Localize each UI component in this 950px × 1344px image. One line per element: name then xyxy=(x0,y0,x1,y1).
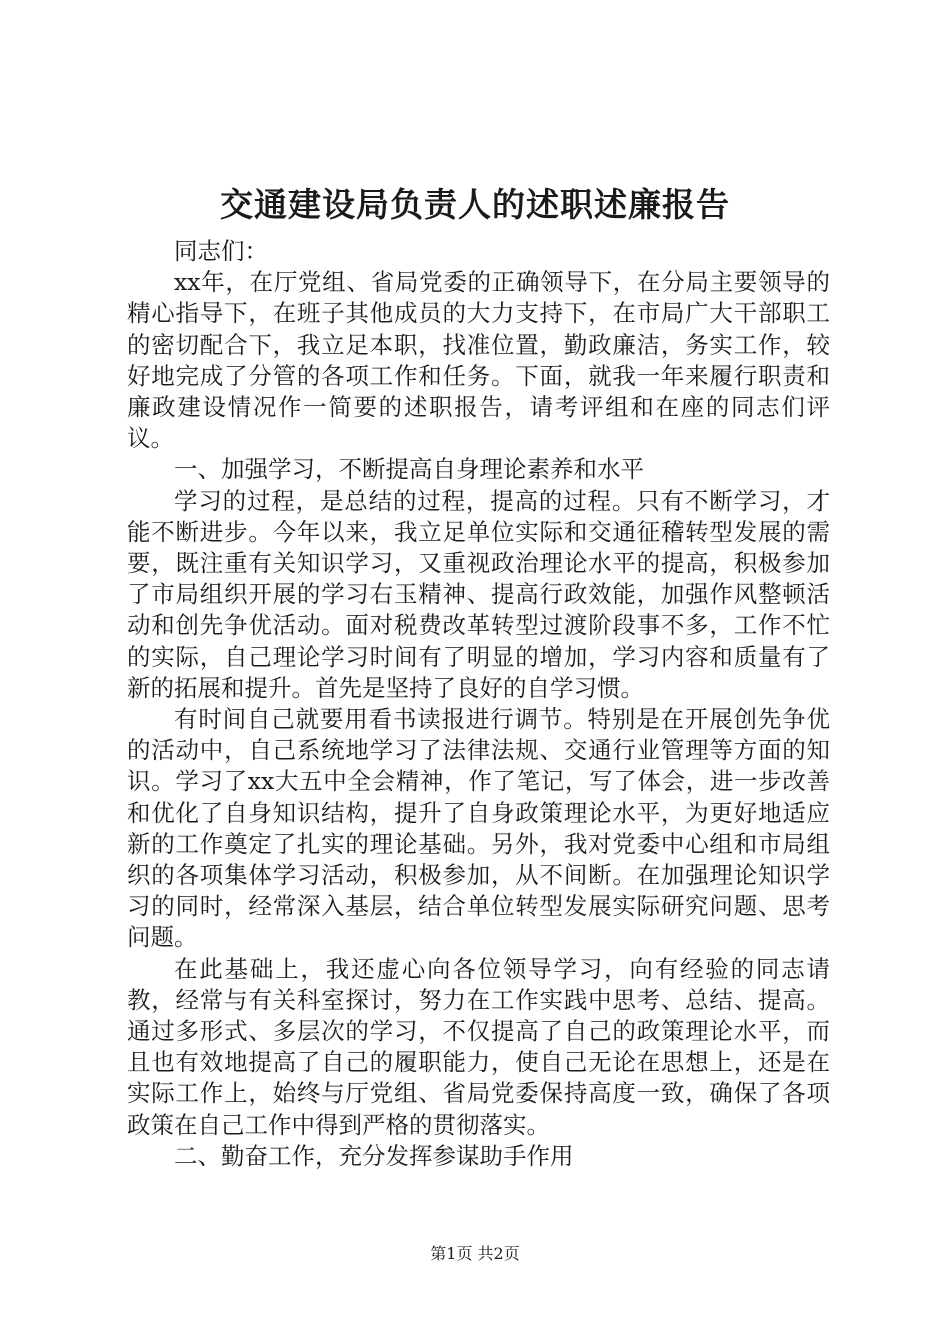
section-heading-2: 二、勤奋工作，充分发挥参谋助手作用 xyxy=(174,1141,574,1170)
section-heading-1: 一、加强学习，不断提高自身理论素养和水平 xyxy=(174,455,644,484)
paragraph-reading: 有时间自己就要用看书读报进行调节。特别是在开展创先争优的活动中，自己系统地学习了法律法规、交通行业管理等方面的知识。学习了xx大五中全会精神，作了笔记，写了体会，进一步改善和优化了自身知识结构，提升了自身政策理论水平，为更好地适应新的工作奠定了扎实的理论基础。另外，我对党委中心组和市局组织的各项集体学习活动，积极参加，从不间断。在加强理论知识学习的同时，经常深入基层，结合单位转型发展实际研究问题、思考问题。 xyxy=(127,705,830,952)
paragraph-study: 学习的过程，是总结的过程，提高的过程。只有不断学习，才能不断进步。今年以来，我立足单位实际和交通征稽转型发展的需要，既注重有关知识学习，又重视政治理论水平的提高，积极参加了市局组织开展的学习右玉精神、提高行政效能，加强作风整顿活动和创先争优活动。面对税费改革转型过渡阶段事不多，工作不忙的实际，自己理论学习时间有了明显的增加，学习内容和质量有了新的拓展和提升。首先是坚持了良好的自学习惯。 xyxy=(127,486,830,702)
document-body xyxy=(127,236,830,1172)
salutation: 同志们： xyxy=(174,237,268,265)
paragraph-intro: xx年，在厅党组、省局党委的正确领导下，在分局主要领导的精心指导下，在班子其他成员的大力支持下，在市局广大干部职工的密切配合下，我立足本职，找准位置，勤政廉洁，务实工作，较好地完成了分管的各项工作和任务。下面，就我一年来履行职责和廉政建设情况作一简要的述职报告，请考评组和在座的同志们评议。 xyxy=(127,268,830,453)
page-number-footer: 第1页 共2页 xyxy=(430,1244,520,1263)
document-title: 交通建设局负责人的述职述廉报告 xyxy=(220,185,730,224)
paragraph-learning-from-leaders: 在此基础上，我还虚心向各位领导学习，向有经验的同志请教，经常与有关科室探讨，努力在工作实践中思考、总结、提高。通过多形式、多层次的学习，不仅提高了自己的政策理论水平，而且也有效地提高了自己的履职能力，使自己无论在思想上，还是在实际工作上，始终与厅党组、省局党委保持高度一致，确保了各项政策在自己工作中得到严格的贯彻落实。 xyxy=(127,954,830,1139)
